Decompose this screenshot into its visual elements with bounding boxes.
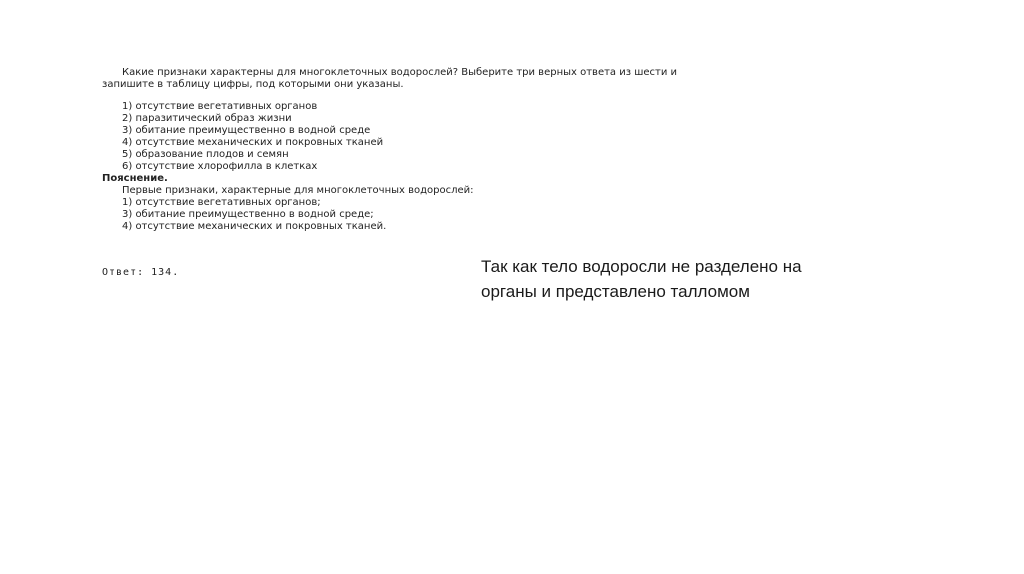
answer-options-list [122,101,742,173]
explanation-line: Первые признаки, характерные для многоклеточных водорослей: [122,185,474,196]
answer-text: Ответ: 134. [102,267,180,278]
explanation-body [122,185,742,233]
answer-option: 1) отсутствие вегетативных органов [122,101,318,112]
task-scan [102,67,742,233]
answer-option: 2) паразитический образ жизни [122,113,292,124]
answer-option: 5) образование плодов и семян [122,149,289,160]
note-line: Так как тело водоросли не разделено на [481,257,802,276]
explanation-line: 1) отсутствие вегетативных органов; [122,197,321,208]
explanation-heading: Пояснение. [102,173,168,184]
explanation-line: 3) обитание преимущественно в водной среде; [122,209,374,220]
answer-option: 6) отсутствие хлорофилла в клетках [122,161,318,172]
question-text: Какие признаки характерны для многоклеточных водорослей? Выберите три верных ответа из шести и запишите в таблицу цифры, под которыми они указаны. [102,67,678,90]
note-line: органы и представлено талломом [481,282,750,301]
slide-note [481,254,841,304]
answer-option: 4) отсутствие механических и покровных тканей [122,137,384,148]
explanation-line: 4) отсутствие механических и покровных тканей. [122,221,387,232]
answer-option: 3) обитание преимущественно в водной среде [122,125,371,136]
